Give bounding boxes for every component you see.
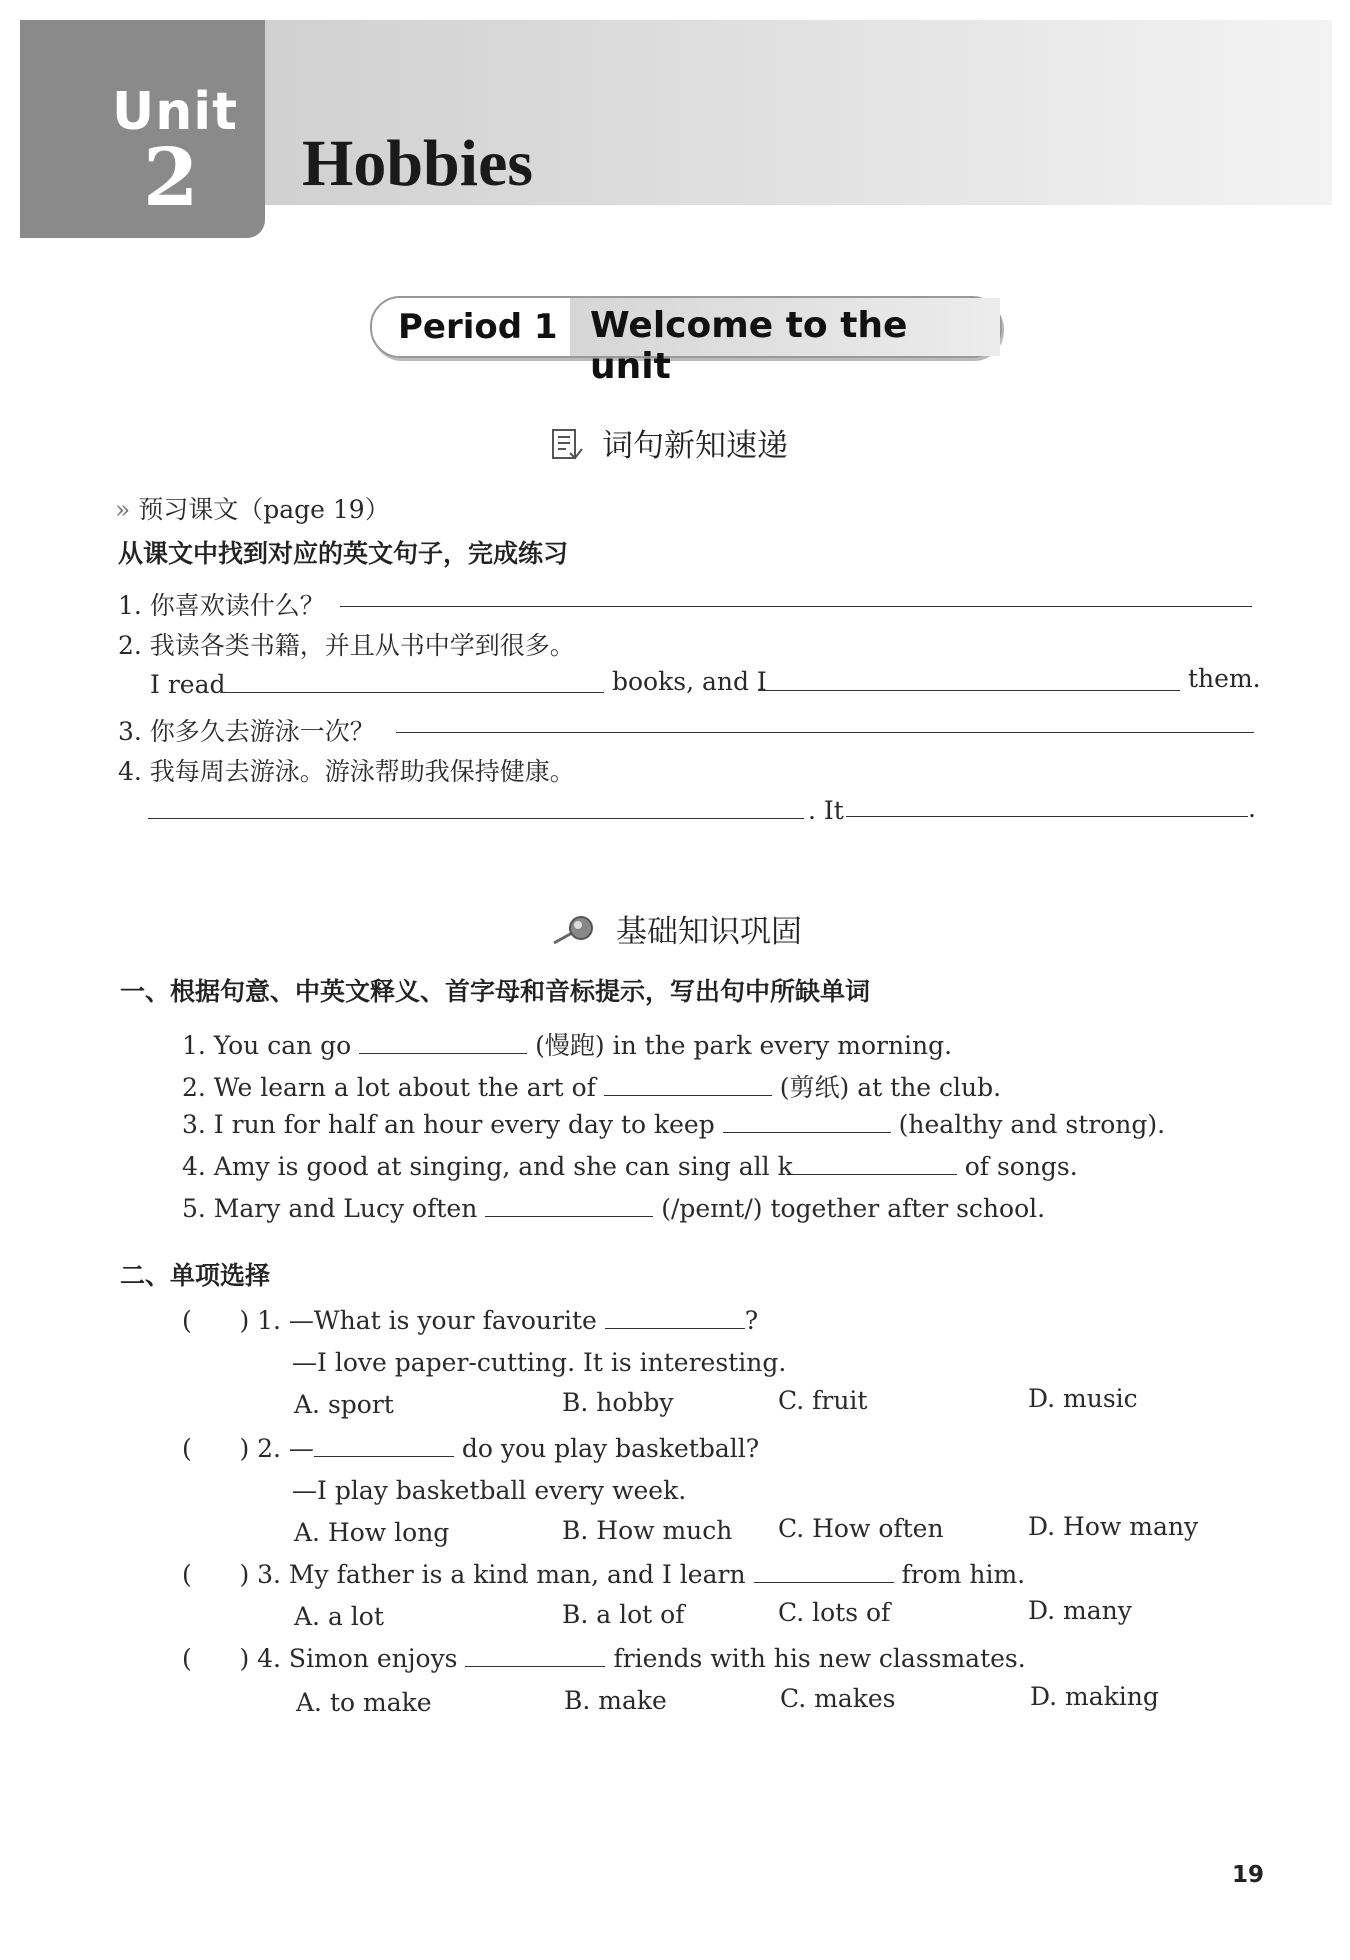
fill-item-2: 2. We learn a lot about the art of (剪纸) at the club. — [182, 1073, 1002, 1102]
mcq-4-option-b[interactable]: B. make — [564, 1686, 667, 1715]
page-number: 19 — [1231, 1862, 1264, 1888]
blank[interactable] — [465, 1665, 605, 1667]
section-heading-text: 词句新知速递 — [602, 428, 788, 464]
blank[interactable] — [723, 1131, 891, 1133]
blank[interactable] — [604, 1094, 772, 1096]
fill-item-1: 1. You can go (慢跑) in the park every morning. — [182, 1031, 953, 1060]
mcq-3-option-a[interactable]: A. a lot — [294, 1602, 384, 1631]
magnifier-icon — [552, 913, 598, 955]
q2-part-c: them. — [1188, 664, 1261, 693]
instruction-text: 从课文中找到对应的英文句子，完成练习 — [118, 539, 569, 568]
unit-title: Hobbies — [302, 127, 534, 200]
double-chevron-icon: » — [115, 495, 131, 524]
answer-line-2b[interactable] — [758, 690, 1180, 691]
mcq-4-option-a[interactable]: A. to make — [296, 1688, 432, 1717]
answer-line-4a[interactable] — [148, 818, 804, 819]
mcq-3-option-c[interactable]: C. lots of — [778, 1598, 891, 1627]
q2-part-a: I read — [150, 670, 226, 699]
period-banner — [370, 296, 1002, 387]
section-heading-new-words — [550, 420, 788, 469]
blank[interactable] — [314, 1455, 454, 1457]
mcq-3-option-d[interactable]: D. many — [1028, 1596, 1132, 1625]
mcq-2-option-c[interactable]: C. How often — [778, 1514, 944, 1543]
period-title: Welcome to the unit — [590, 305, 908, 387]
answer-line-1[interactable] — [340, 606, 1252, 607]
mcq-2: ( ) 2. — do you play basketball? — [182, 1434, 760, 1463]
answer-bracket[interactable]: ( — [182, 1306, 240, 1335]
question-4: 4. 我每周去游泳。游泳帮助我保持健康。 — [118, 757, 575, 786]
unit-word: Unit — [112, 82, 238, 142]
mcq-1-option-d[interactable]: D. music — [1028, 1384, 1138, 1413]
part1-title: 一、根据句意、中英文释义、首字母和音标提示，写出句中所缺单词 — [120, 977, 871, 1006]
mcq-2-option-a[interactable]: A. How long — [294, 1518, 450, 1547]
mcq-4-option-d[interactable]: D. making — [1030, 1682, 1159, 1711]
blank[interactable] — [754, 1581, 894, 1583]
blank[interactable] — [605, 1327, 745, 1329]
answer-bracket[interactable]: ( — [182, 1560, 240, 1589]
answer-line-2a[interactable] — [222, 692, 604, 693]
fill-item-5: 5. Mary and Lucy often (/peɪnt/) together after school. — [182, 1194, 1046, 1223]
q4-part-b: . — [1248, 794, 1256, 823]
q2-part-b: books, and I — [612, 667, 767, 696]
mcq-3: ( ) 3. My father is a kind man, and I learn from him. — [182, 1560, 1026, 1589]
preview-label: » 预习课文（page 19） — [115, 495, 390, 524]
mcq-1-reply: —I love paper-cutting. It is interesting. — [292, 1348, 787, 1377]
answer-bracket[interactable]: ( — [182, 1434, 240, 1463]
answer-bracket[interactable]: ( — [182, 1644, 240, 1673]
question-1: 1. 你喜欢读什么？ — [118, 591, 325, 620]
answer-line-4b[interactable] — [846, 816, 1248, 817]
section-heading-basics — [552, 906, 802, 955]
q4-part-a: . It — [808, 796, 844, 825]
question-2: 2. 我读各类书籍，并且从书中学到很多。 — [118, 631, 575, 660]
mcq-2-reply: —I play basketball every week. — [292, 1476, 687, 1505]
mcq-1: ( ) 1. —What is your favourite ? — [182, 1306, 759, 1335]
mcq-2-option-b[interactable]: B. How much — [562, 1516, 733, 1545]
fill-item-4: 4. Amy is good at singing, and she can sing all k of songs. — [182, 1152, 1078, 1181]
section-heading-text: 基础知识巩固 — [616, 914, 802, 950]
unit-number: 2 — [143, 130, 199, 224]
mcq-1-option-b[interactable]: B. hobby — [562, 1388, 674, 1417]
part2-title: 二、单项选择 — [120, 1261, 271, 1290]
blank[interactable] — [359, 1052, 527, 1054]
mcq-1-option-c[interactable]: C. fruit — [778, 1386, 868, 1415]
blank[interactable] — [485, 1215, 653, 1217]
mcq-3-option-b[interactable]: B. a lot of — [562, 1600, 685, 1629]
mcq-1-option-a[interactable]: A. sport — [294, 1390, 394, 1419]
mcq-2-option-d[interactable]: D. How many — [1028, 1512, 1199, 1541]
mcq-4: ( ) 4. Simon enjoys friends with his new classmates. — [182, 1644, 1026, 1673]
notebook-icon — [550, 427, 584, 469]
blank[interactable] — [793, 1173, 957, 1175]
answer-line-3[interactable] — [396, 732, 1254, 733]
mcq-4-option-c[interactable]: C. makes — [780, 1684, 896, 1713]
question-3: 3. 你多久去游泳一次？ — [118, 717, 375, 746]
period-label: Period 1 — [398, 307, 558, 347]
fill-item-3: 3. I run for half an hour every day to keep (healthy and strong). — [182, 1110, 1166, 1139]
